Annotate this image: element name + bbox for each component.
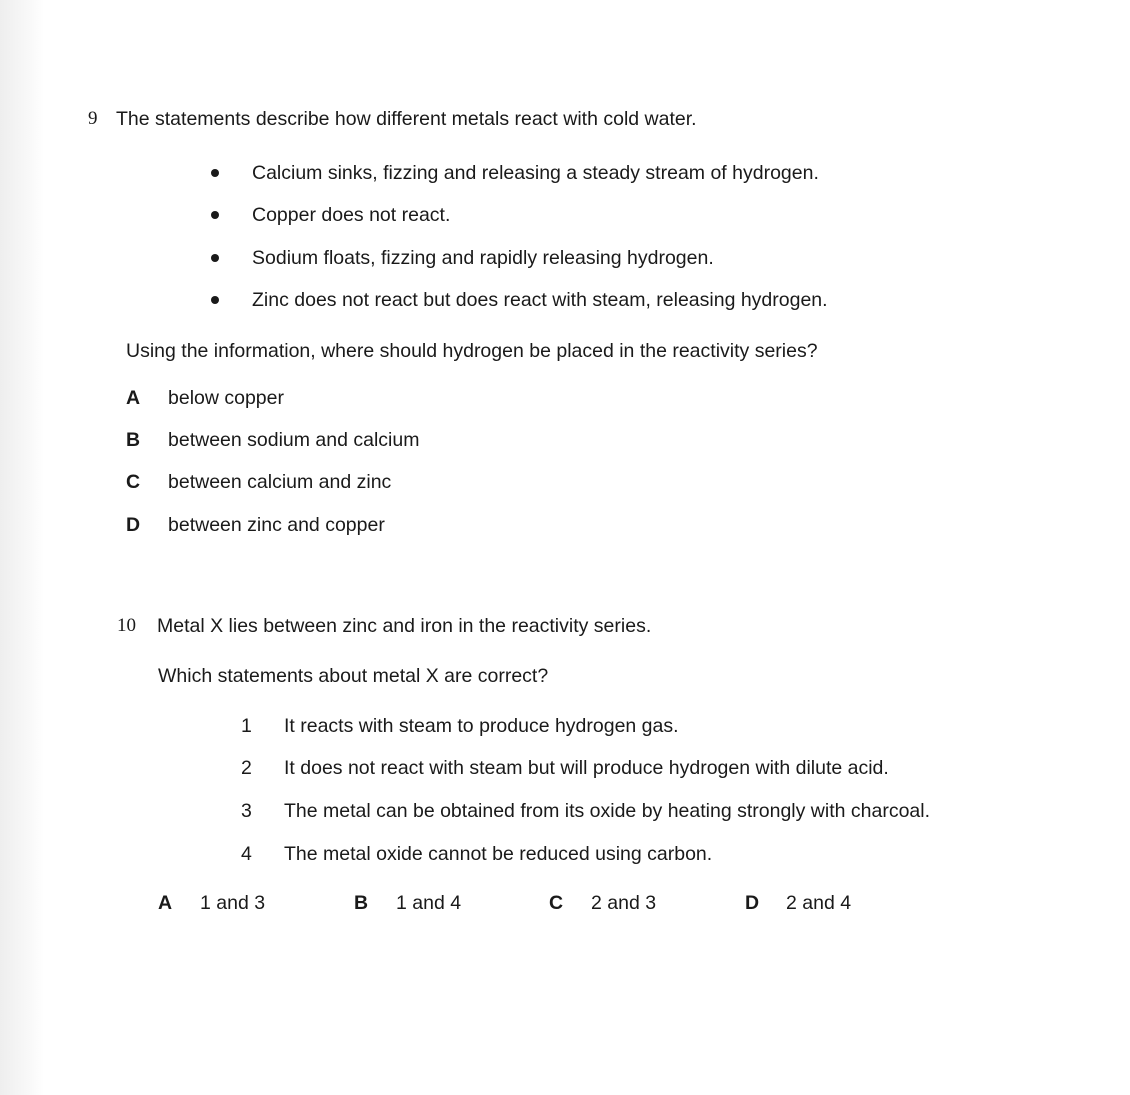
- option-text[interactable]: between zinc and copper: [168, 514, 385, 536]
- option-letter: B: [126, 429, 141, 451]
- option-text[interactable]: 2 and 3: [591, 892, 657, 914]
- statement-item: The metal oxide cannot be reduced using carbon.: [284, 843, 713, 865]
- page-edge-shadow: [0, 0, 44, 1095]
- option-letter: A: [126, 387, 141, 409]
- statement-item: Calcium sinks, fizzing and releasing a steady stream of hydrogen.: [252, 162, 819, 184]
- option-letter: B: [354, 892, 369, 914]
- question-stem: The statements describe how different metals react with cold water.: [116, 108, 697, 130]
- question-stem: Metal X lies between zinc and iron in the reactivity series.: [157, 615, 652, 637]
- option-letter: D: [745, 892, 760, 914]
- option-text[interactable]: between calcium and zinc: [168, 471, 392, 493]
- question-number: 9: [88, 108, 98, 129]
- statement-number: 4: [241, 843, 252, 865]
- statement-number: 3: [241, 800, 252, 822]
- option-text[interactable]: 1 and 3: [200, 892, 266, 914]
- bullet-icon: [211, 211, 219, 219]
- option-text[interactable]: between sodium and calcium: [168, 429, 420, 451]
- statement-item: Sodium floats, fizzing and rapidly releasing hydrogen.: [252, 247, 714, 269]
- question-prompt: Using the information, where should hydrogen be placed in the reactivity series?: [126, 340, 818, 362]
- option-letter: C: [126, 471, 141, 493]
- option-letter: D: [126, 514, 141, 536]
- statement-item: Zinc does not react but does react with steam, releasing hydrogen.: [252, 289, 828, 311]
- statement-item: Copper does not react.: [252, 204, 451, 226]
- statement-item: The metal can be obtained from its oxide by heating strongly with charcoal.: [284, 800, 931, 822]
- bullet-icon: [211, 296, 219, 304]
- option-letter: A: [158, 892, 173, 914]
- question-prompt: Which statements about metal X are correct?: [158, 665, 549, 687]
- statement-item: It does not react with steam but will produce hydrogen with dilute acid.: [284, 757, 889, 779]
- statement-number: 1: [241, 715, 252, 737]
- option-text[interactable]: below copper: [168, 387, 284, 409]
- question-number: 10: [117, 615, 136, 636]
- statement-number: 2: [241, 757, 252, 779]
- option-letter: C: [549, 892, 564, 914]
- statement-item: It reacts with steam to produce hydrogen gas.: [284, 715, 679, 737]
- option-text[interactable]: 1 and 4: [396, 892, 462, 914]
- bullet-icon: [211, 254, 219, 262]
- option-text[interactable]: 2 and 4: [786, 892, 852, 914]
- bullet-icon: [211, 169, 219, 177]
